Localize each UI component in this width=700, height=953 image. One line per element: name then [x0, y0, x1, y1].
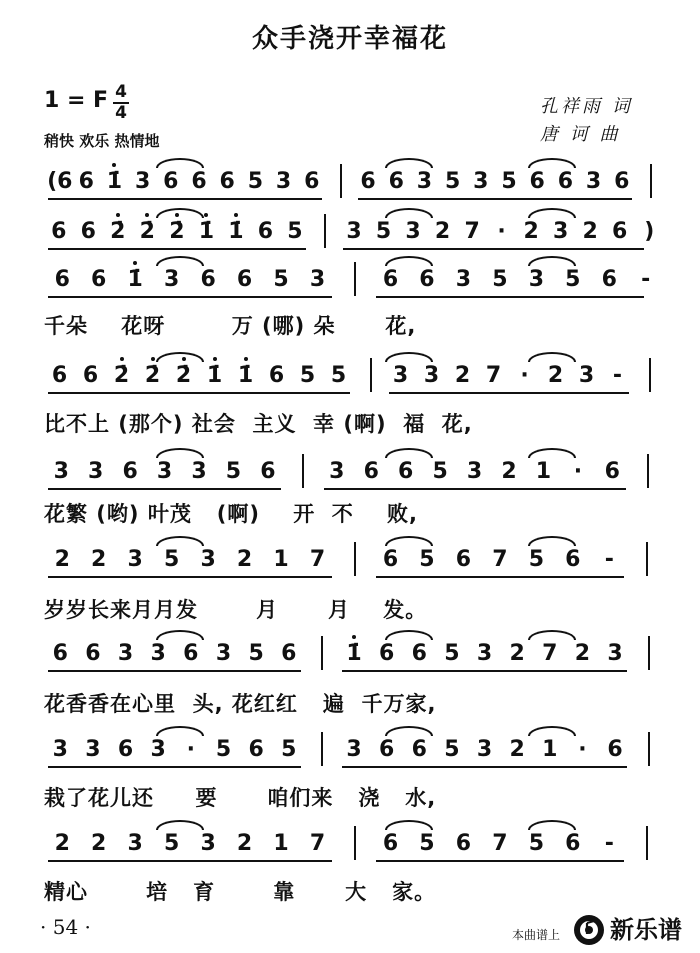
note: 3 — [200, 831, 216, 856]
bar-line — [354, 542, 356, 576]
notation-line — [44, 266, 664, 308]
note: 2 — [434, 219, 451, 244]
note: 3 — [150, 641, 166, 666]
note: ) — [644, 219, 655, 244]
notation-line — [44, 640, 664, 682]
note: 3 — [85, 737, 101, 762]
beam-underline — [48, 860, 332, 862]
note: 2̇ — [142, 362, 164, 390]
note: 3 — [191, 459, 207, 484]
notation-line — [44, 546, 664, 588]
note: 6 — [455, 547, 472, 572]
note: 1̇ — [195, 218, 217, 246]
note: 6 — [601, 267, 617, 292]
note: 3 — [117, 641, 134, 666]
note: 3 — [473, 169, 489, 194]
note: 6 — [281, 641, 297, 666]
note: 2 — [509, 737, 525, 762]
note: 6 — [419, 267, 435, 292]
note: 6 — [78, 169, 94, 194]
note: 6 — [614, 169, 630, 194]
note: 3 — [346, 219, 362, 244]
beam-underline — [342, 766, 628, 768]
slur-mark — [156, 726, 204, 736]
note: · — [186, 737, 195, 762]
note: 6 — [411, 641, 427, 666]
note: - — [604, 831, 614, 856]
slur-mark — [528, 630, 576, 640]
bar-line — [321, 636, 323, 670]
note: 6 — [529, 169, 545, 194]
bar-line — [649, 358, 651, 392]
bar-line — [324, 214, 326, 248]
lyric-line: 栽了花儿还 要 咱们来 浇 水, — [44, 786, 437, 810]
slur-mark — [528, 726, 576, 736]
note: 6 — [191, 169, 207, 194]
note: 3 — [275, 169, 292, 194]
note: 6 — [360, 169, 376, 194]
meter-denominator: 4 — [115, 103, 127, 123]
note: - — [604, 547, 614, 572]
note: 5 — [281, 737, 297, 762]
note: 6 — [54, 267, 70, 292]
slur-mark — [385, 352, 433, 362]
bar-line — [646, 542, 648, 576]
note: 6 — [612, 219, 628, 244]
slur-mark — [385, 820, 433, 830]
note: 6 — [117, 737, 134, 762]
slur-mark — [528, 448, 576, 458]
slur-mark — [385, 726, 433, 736]
note: 6 — [455, 831, 472, 856]
note: 6 — [91, 267, 107, 292]
song-title: 众手浇开幸福花 — [251, 24, 448, 54]
note: 6 — [378, 641, 395, 666]
note: 1 — [273, 547, 289, 572]
note: 3 — [392, 363, 409, 388]
note: 3 — [52, 737, 68, 762]
note: 5 — [565, 267, 581, 292]
note: 1̇ — [124, 266, 146, 294]
note: 3 — [585, 169, 602, 194]
lyricist-credit: 孔祥雨 词 — [540, 96, 633, 117]
note: 1̇ — [225, 218, 247, 246]
note: 1 — [542, 737, 558, 762]
note: 3 — [528, 267, 544, 292]
slur-mark — [156, 448, 204, 458]
slur-mark — [385, 630, 433, 640]
note: 6 — [565, 547, 581, 572]
slur-mark — [528, 536, 576, 546]
beam-underline — [48, 766, 301, 768]
note: 2̇ — [111, 362, 133, 390]
beam-underline — [376, 860, 623, 862]
note: 7 — [309, 831, 326, 856]
lyric-line: 精心 培 育 靠 大 家。 — [44, 880, 437, 904]
note: (6 — [47, 169, 73, 194]
note: 3 — [578, 363, 595, 388]
note: 7 — [492, 547, 508, 572]
note: 3 — [476, 737, 493, 762]
slur-mark — [156, 352, 204, 362]
slur-mark — [156, 536, 204, 546]
beam-underline — [358, 198, 632, 200]
slur-mark — [385, 158, 433, 168]
bar-line — [354, 262, 356, 296]
note: · — [578, 737, 587, 762]
music-disc-icon — [573, 914, 605, 946]
lyric-line: 比不上 (那个) 社会 主义 幸 (啊) 福 花, — [44, 412, 473, 436]
beam-underline — [48, 198, 322, 200]
note: 6 — [82, 363, 99, 388]
note: 1̇ — [235, 362, 257, 390]
note: 5 — [225, 459, 242, 484]
note: 6 — [557, 169, 574, 194]
note: 1̇ — [343, 640, 365, 668]
note: 5 — [444, 641, 460, 666]
note: 5 — [419, 831, 435, 856]
note: - — [612, 363, 623, 388]
beam-underline — [324, 488, 626, 490]
lyric-line: 花香香在心里 头, 花红红 遍 千万家, — [44, 692, 437, 716]
note: 5 — [247, 169, 264, 194]
beam-underline — [48, 248, 306, 250]
note: 3 — [607, 641, 623, 666]
note: 6 — [219, 169, 235, 194]
note: 5 — [215, 737, 232, 762]
note: 6 — [398, 459, 414, 484]
note: 6 — [51, 219, 67, 244]
note: 3 — [156, 459, 173, 484]
note: 6 — [304, 169, 320, 194]
composer-credit: 唐 诃 曲 — [540, 124, 621, 145]
note: 3 — [88, 459, 104, 484]
note: - — [641, 267, 651, 292]
note: 6 — [565, 831, 581, 856]
note: 2̇ — [173, 362, 195, 390]
note: 5 — [432, 459, 448, 484]
slur-mark — [385, 536, 433, 546]
key-signature: 1 = F — [44, 88, 109, 113]
slur-mark — [156, 630, 204, 640]
note: 5 — [299, 363, 316, 388]
note: 1̇ — [204, 362, 226, 390]
note: 6 — [80, 219, 96, 244]
beam-underline — [342, 670, 628, 672]
note: 2̇ — [166, 218, 188, 246]
note: 5 — [528, 547, 544, 572]
note: 6 — [200, 267, 216, 292]
note: 6 — [382, 547, 399, 572]
note: 2 — [509, 641, 525, 666]
note: 3 — [134, 169, 151, 194]
bar-line — [650, 164, 652, 198]
note: 5 — [528, 831, 544, 856]
slur-mark — [528, 352, 576, 362]
tempo-marking: 稍快 欢乐 热情地 — [44, 132, 160, 150]
note: 5 — [501, 169, 517, 194]
note: 5 — [444, 169, 461, 194]
note: 3 — [405, 219, 421, 244]
slur-mark — [528, 820, 576, 830]
note: 5 — [330, 363, 347, 388]
note: 1 — [535, 459, 552, 484]
note: 2 — [236, 547, 253, 572]
note: 2 — [236, 831, 253, 856]
bar-line — [354, 826, 356, 860]
lyric-line: 岁岁长来月月发 月 月 发。 — [44, 598, 428, 622]
slur-mark — [528, 158, 576, 168]
page-number: · 54 · — [40, 915, 91, 939]
note: 6 — [85, 641, 101, 666]
note: 2̇ — [136, 218, 158, 246]
beam-underline — [48, 392, 350, 394]
note: 3 — [200, 547, 216, 572]
source-label: 本曲谱上 — [512, 928, 561, 942]
note: 7 — [492, 831, 508, 856]
bar-line — [340, 164, 342, 198]
bar-line — [321, 732, 323, 766]
meter-numerator: 4 — [115, 82, 127, 102]
note: 6 — [248, 737, 264, 762]
note: 6 — [52, 641, 68, 666]
note: 3 — [416, 169, 433, 194]
note: 3 — [329, 459, 345, 484]
notation-line — [44, 168, 664, 210]
beam-underline — [376, 576, 623, 578]
note: 5 — [163, 831, 180, 856]
notation-line — [44, 830, 664, 872]
note: 5 — [419, 547, 435, 572]
time-signature — [113, 84, 129, 122]
note: 5 — [375, 219, 392, 244]
note: 2 — [523, 219, 539, 244]
beam-underline — [343, 248, 644, 250]
note: 3 — [127, 547, 143, 572]
note: 6 — [268, 363, 285, 388]
note: 3 — [215, 641, 232, 666]
note: 6 — [236, 267, 253, 292]
note: 6 — [51, 363, 68, 388]
note: 7 — [485, 363, 502, 388]
beam-underline — [48, 576, 332, 578]
note: 6 — [411, 737, 427, 762]
note: 3 — [127, 831, 143, 856]
beam-underline — [48, 488, 281, 490]
note: 6 — [604, 459, 620, 484]
bar-line — [647, 454, 649, 488]
note: 6 — [122, 459, 138, 484]
notation-line — [44, 458, 664, 500]
note: 7 — [309, 547, 326, 572]
slur-mark — [156, 158, 204, 168]
note: 2 — [54, 547, 70, 572]
note: 3 — [423, 363, 440, 388]
note: 7 — [542, 641, 558, 666]
bar-line — [648, 732, 650, 766]
note: 7 — [464, 219, 480, 244]
bar-line — [648, 636, 650, 670]
note: 5 — [492, 267, 508, 292]
lyric-line: 千朵 花呀 万 (哪) 朵 花, — [44, 314, 417, 338]
note: 3 — [476, 641, 493, 666]
note: 2 — [54, 831, 70, 856]
note: 5 — [287, 219, 303, 244]
note: 3 — [53, 459, 69, 484]
lyric-line: 花繁 (哟) 叶茂 (啊) 开 不 败, — [44, 502, 419, 526]
bar-line — [302, 454, 304, 488]
note: 2 — [574, 641, 591, 666]
notation-line — [44, 362, 664, 404]
slur-mark — [385, 448, 433, 458]
note: 5 — [273, 267, 289, 292]
beam-underline — [376, 296, 644, 298]
note: 1 — [273, 831, 289, 856]
note: 6 — [260, 459, 276, 484]
note: · — [573, 459, 583, 484]
beam-underline — [389, 392, 629, 394]
note: 2 — [547, 363, 564, 388]
note: 6 — [257, 219, 274, 244]
note: 3 — [163, 267, 180, 292]
note: · — [497, 219, 506, 244]
note: 2 — [91, 831, 107, 856]
note: 3 — [455, 267, 472, 292]
note: 6 — [388, 169, 404, 194]
note: 2 — [582, 219, 598, 244]
note: 3 — [150, 737, 166, 762]
brand-name: 新乐谱 — [610, 916, 682, 944]
note: 5 — [163, 547, 180, 572]
beam-underline — [48, 296, 332, 298]
note: 6 — [382, 831, 399, 856]
note: 2 — [91, 547, 107, 572]
note: 6 — [183, 641, 199, 666]
note: 6 — [163, 169, 179, 194]
note: 2 — [454, 363, 471, 388]
note: 5 — [444, 737, 460, 762]
note: · — [520, 363, 529, 388]
note: 2 — [501, 459, 517, 484]
note: 3 — [346, 737, 362, 762]
note: 3 — [309, 267, 326, 292]
notation-line — [44, 736, 664, 778]
bar-line — [646, 826, 648, 860]
notation-line — [44, 218, 664, 260]
note: 6 — [378, 737, 395, 762]
slur-mark — [156, 820, 204, 830]
note: 2̇ — [107, 218, 129, 246]
beam-underline — [48, 670, 301, 672]
note: 1̇ — [103, 168, 125, 196]
note: 6 — [382, 267, 399, 292]
note: 6 — [363, 459, 379, 484]
note: 5 — [248, 641, 264, 666]
note: 3 — [553, 219, 569, 244]
bar-line — [370, 358, 372, 392]
note: 6 — [607, 737, 623, 762]
note: 3 — [466, 459, 483, 484]
